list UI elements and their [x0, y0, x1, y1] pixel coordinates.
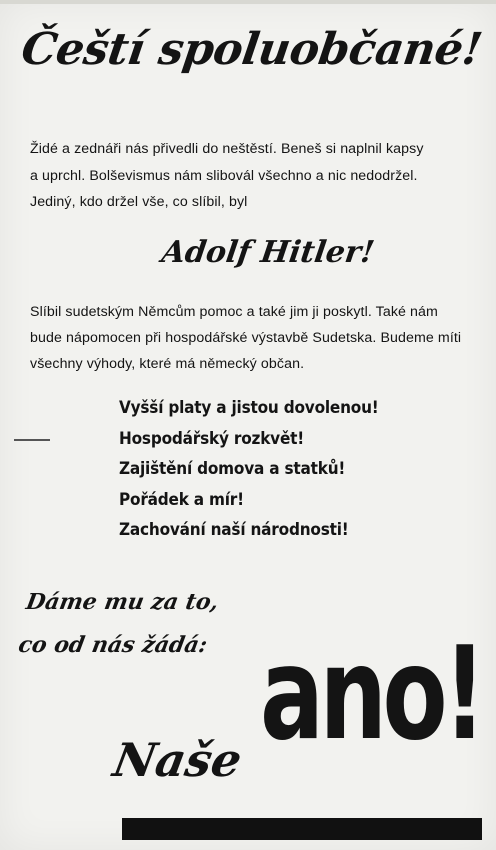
call-line: co od nás žádá:: [16, 632, 210, 658]
slogan-item: Zachování naší národnosti!: [119, 520, 349, 540]
body-paragraph: [30, 299, 480, 377]
page-edge: [0, 0, 496, 4]
ano-word: ano!: [260, 620, 482, 769]
intro-line: Židé a zednáři nás přivedli do neštěstí. Beneš si naplnil kapsy: [30, 141, 424, 157]
body-line: Slíbil sudetským Němcům pomoc a také jim ji poskytl. Také nám: [30, 304, 438, 320]
call-line: Dáme mu za to,: [24, 589, 221, 615]
slogan-list: [119, 393, 459, 546]
call-to-action: [15, 581, 230, 667]
intro-line: a uprchl. Bolševismus nám slibovál všechno a nic nedodržel.: [30, 167, 418, 184]
headline: Čeští spoluobčané!: [18, 24, 485, 75]
ink-mark: [14, 439, 50, 441]
slogan-item: Hospodářský rozkvět!: [119, 428, 305, 449]
underline-bar: [122, 818, 482, 840]
nase-word: Naše: [109, 733, 246, 787]
intro-line: Jediný, kdo držel vše, co slíbil, byl: [30, 194, 248, 210]
name-heading: Adolf Hitler!: [159, 235, 377, 270]
slogan-item: Pořádek a mír!: [119, 489, 244, 510]
intro-paragraph: [30, 136, 480, 216]
slogan-item: Vyšší platy a jistou dovolenou!: [119, 398, 379, 418]
slogan-item: Zajištění domova a statků!: [119, 459, 346, 479]
body-line: všechny výhody, které má německý občan.: [30, 356, 305, 372]
body-line: bude nápomocen při hospodářské výstavbě Sudetska. Budeme míti: [30, 330, 462, 346]
